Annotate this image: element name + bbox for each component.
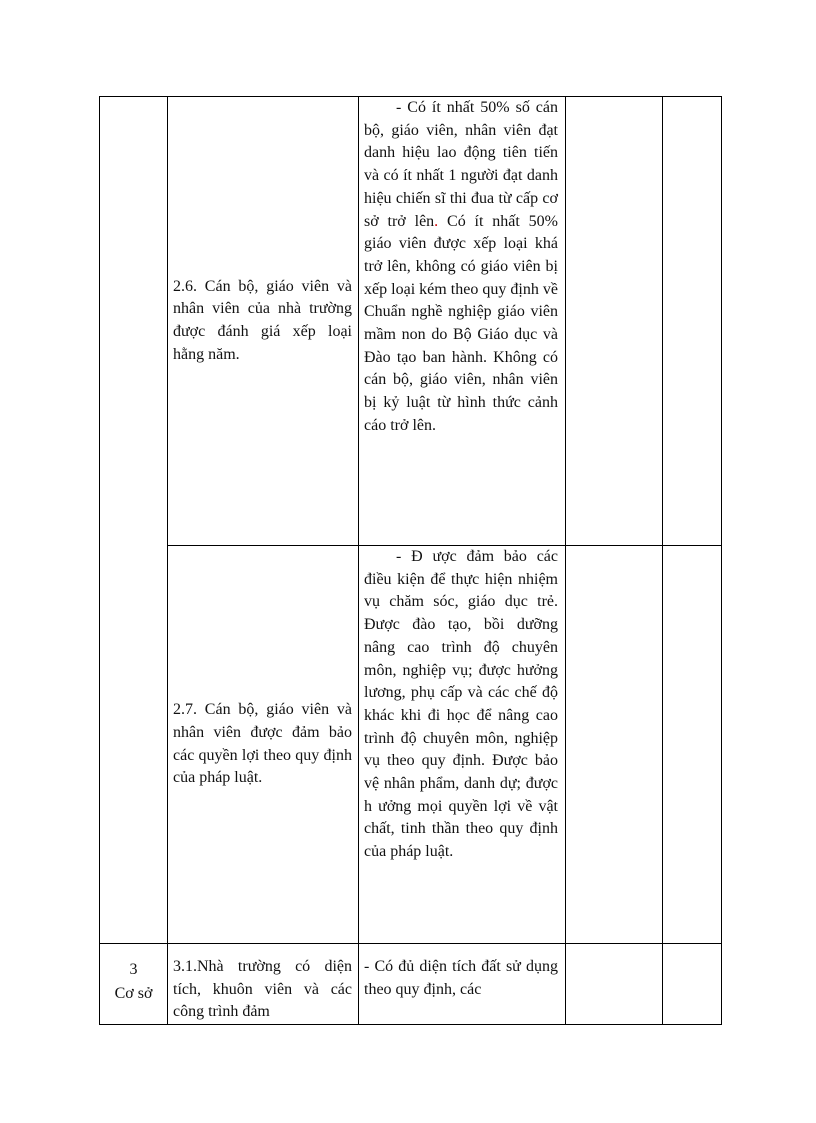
note-cell <box>663 546 722 944</box>
requirement-text: - Đ ược đảm bảo các điều kiện để thực hiện nhiệm vụ chăm sóc, giáo dục trẻ. Được đào tạo, bồi dưỡng nâng cao trình độ chuyên môn, nghiệp vụ; được hưởng lương, phụ cấp và các chế độ khác khi đi học để nâng cao trình độ chuyên môn, nghiệp vụ theo quy định. Được bảo vệ nhân phẩm, danh dự; được h ưởng mọi quyền lợi về vật chất, tinh thần theo quy định của pháp luật. <box>364 548 558 861</box>
criterion-cell <box>168 97 359 546</box>
note-cell <box>663 97 722 546</box>
requirement-cell <box>359 97 566 546</box>
evidence-cell <box>566 944 663 1025</box>
criterion-text: 2.6. Cán bộ, giáo viên và nhân viên của nhà trường được đánh giá xếp loại hằng năm. <box>173 277 352 363</box>
criterion-cell <box>168 546 359 944</box>
criterion-cell <box>168 944 359 1025</box>
evidence-cell <box>566 97 663 546</box>
requirement-red-dot: . <box>434 212 439 230</box>
standards-table <box>99 96 722 1025</box>
note-cell <box>663 944 722 1025</box>
group-label: Cơ sở <box>114 985 153 1002</box>
group-cell <box>100 944 168 1025</box>
requirement-text-part2: Có ít nhất 50% giáo viên được xếp loại khá trở lên, không có giáo viên bị xếp loại kém theo quy định về Chuẩn nghề nghiệp giáo viên mầm non do Bộ Giáo dục và Đào tạo ban hành. Không có cán bộ, giáo viên, nhân viên bị kỷ luật từ hình thức cảnh cáo trở lên. <box>364 212 559 434</box>
criterion-text: 3.1.Nhà trường có diện tích, khuôn viên và các công trình đảm <box>173 958 352 1021</box>
table-row <box>100 546 722 944</box>
requirement-cell <box>359 546 566 944</box>
table-row <box>100 944 722 1025</box>
requirement-text <box>364 97 558 438</box>
requirement-text-part1: - Có ít nhất 50% số cán bộ, giáo viên, nhân viên đạt danh hiệu lao động tiên tiến và có ít nhất 1 người đạt danh hiệu chiến sĩ thi đua từ cấp cơ sở trở lên <box>364 99 558 230</box>
group-number: 3 <box>129 961 138 978</box>
evidence-cell <box>566 546 663 944</box>
group-cell <box>100 97 168 944</box>
requirement-cell <box>359 944 566 1025</box>
requirement-text: - Có đủ diện tích đất sử dụng theo quy định, các <box>364 958 558 998</box>
table-row <box>100 97 722 546</box>
criterion-text: 2.7. Cán bộ, giáo viên và nhân viên được đảm bảo các quyền lợi theo quy định của pháp luật. <box>173 701 352 787</box>
